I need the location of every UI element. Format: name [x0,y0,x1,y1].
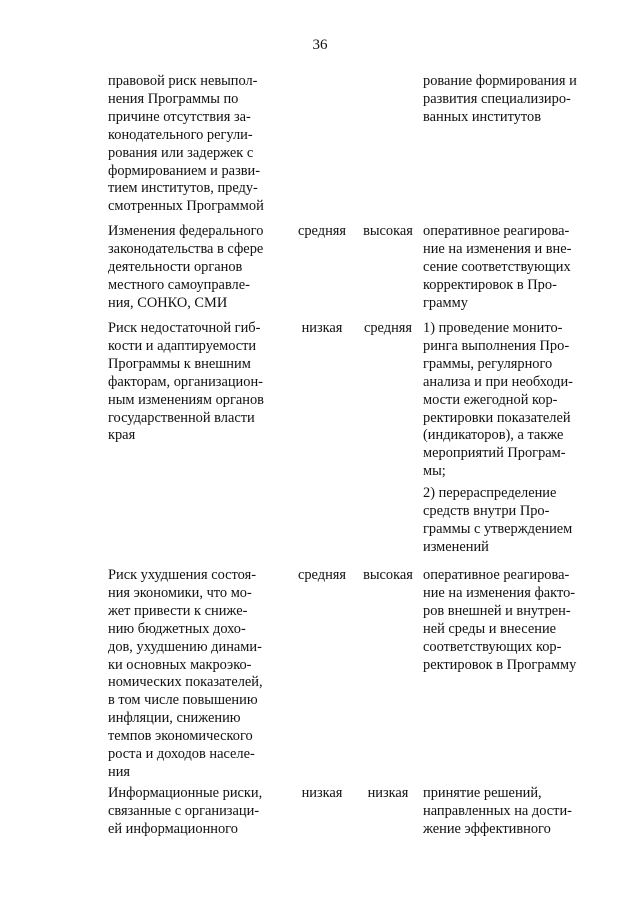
risk-description: Риск ухудшения состоя- ния экономики, что мо- жет привести к сниже- нию бюджетных дохо- дов, ухудшению динами- ки основных макроэко- номических показателей, в том числе повышению инфляции, снижению темпов экономического роста и доходов населе- ния [108,567,263,780]
risk-description: Изменения федерального законодательства в сфере деятельности органов местного самоуправле- ния, СОНКО, СМИ [108,223,264,311]
page-number: 36 [312,37,328,53]
risk-measures: оперативное реагирова- ние на изменения факто- ров внешней и внутрен- ней среды и внесение соответствующих кор- ректировок в Программу [423,567,577,673]
risk-measures: оперативное реагирова- ние на изменения и вне- сение соответствующих корректировок в Про- грамму [423,223,572,311]
risk-impact: высокая [363,223,413,239]
risk-description: Информационные риски, связанные с организаци- ей информационного [108,785,263,837]
risk-measures: 1) проведение монито- ринга выполнения Про- граммы, регулярного анализа и при необходи- мости ежегодной кор- ректировки показателей (индикаторов), а также мероприятий Програм- мы; [423,320,573,480]
risk-description: правовой риск невыпол- нения Программы по причине отсутствия за- конодательного регули- рования или задержек с формированием и разви- тием институтов, преду- смотренных Программой [108,73,264,215]
risk-impact: средняя [363,320,413,336]
risk-measures: принятие решений, направленных на дости- жение эффективного [423,785,572,837]
risk-impact: высокая [363,567,413,583]
risk-description: Риск недостаточной гиб- кости и адаптируемости Программы к внешним факторам, организацион- ным изменениям органов государственной власти края [108,320,264,444]
risk-probability: низкая [301,785,343,801]
risk-probability: средняя [297,567,347,583]
risk-impact: низкая [367,785,409,801]
risk-probability: низкая [301,320,343,336]
risk-measures: 2) перераспределение средств внутри Про- граммы с утверждением изменений [423,485,573,555]
risk-probability: средняя [297,223,347,239]
risk-measures: рование формирования и развития специализиро- ванных институтов [423,73,577,125]
